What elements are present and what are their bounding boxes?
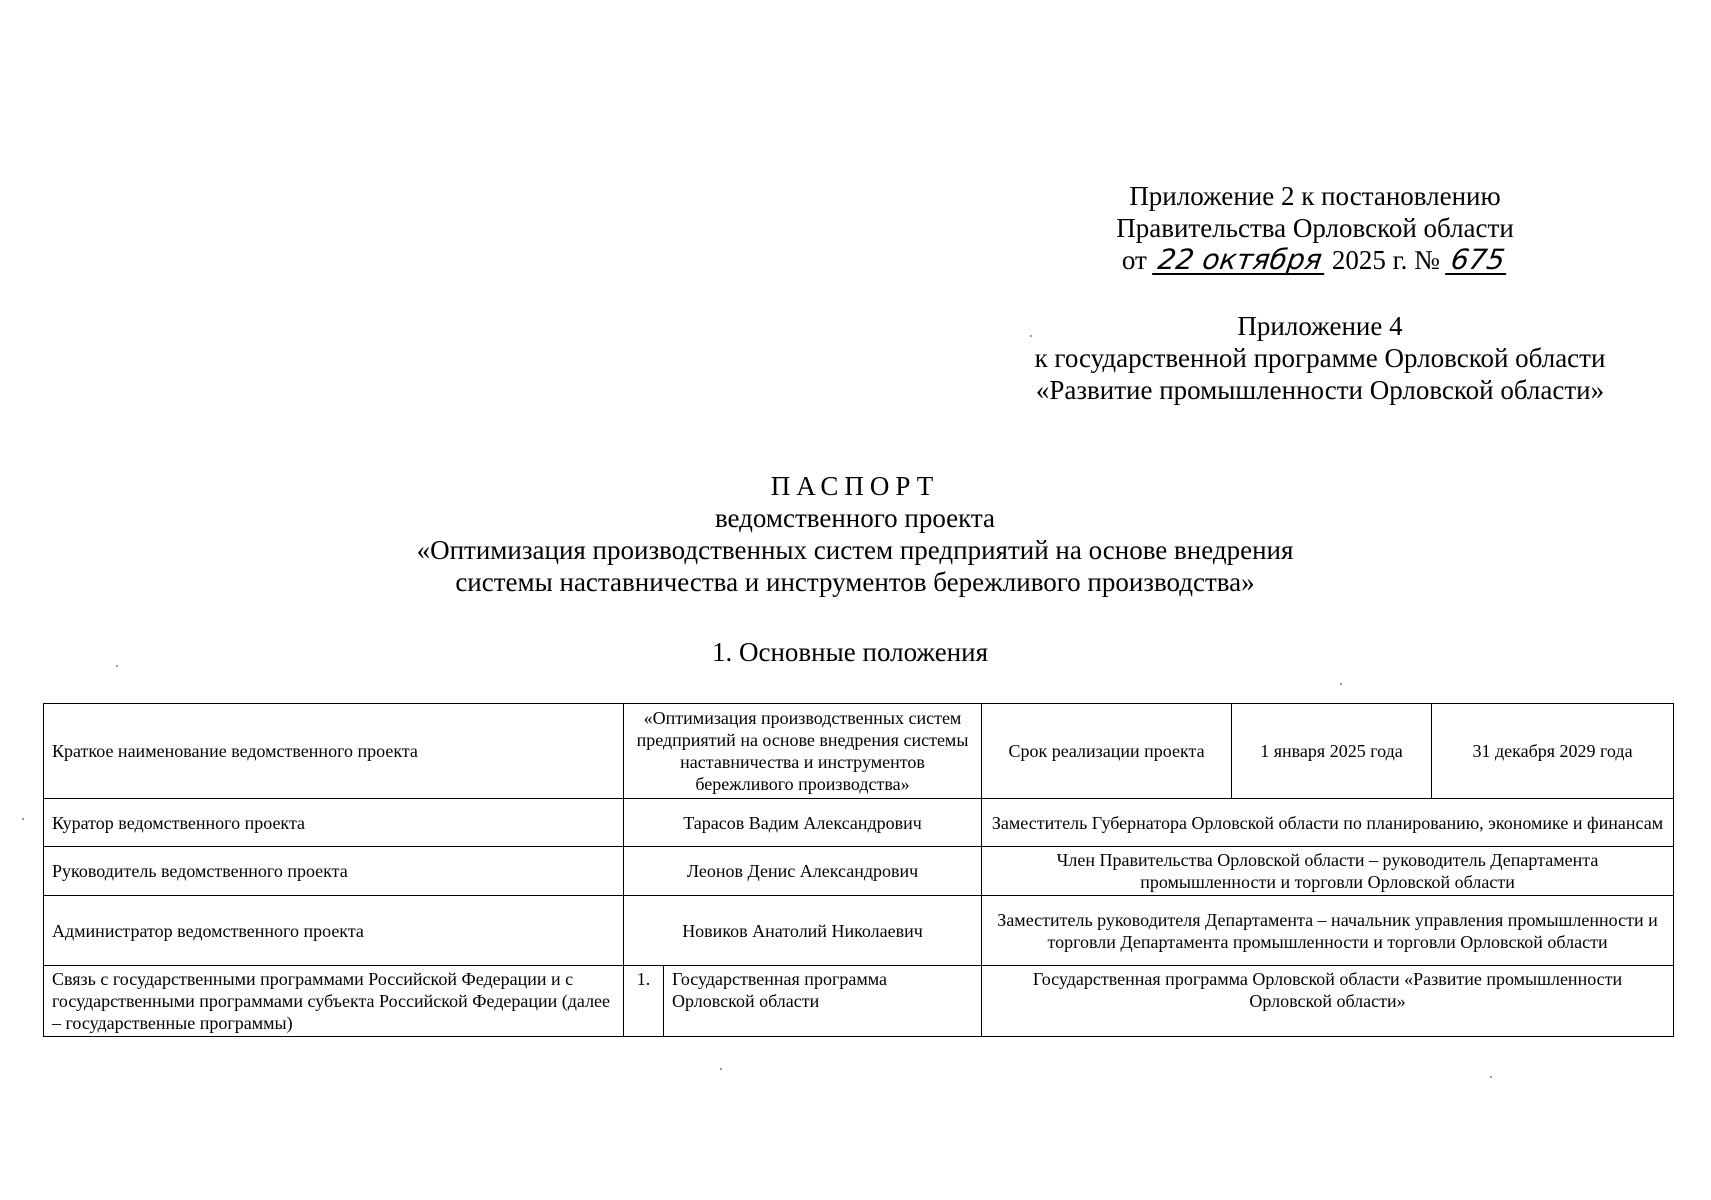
appendix-2-header [1090, 180, 1540, 276]
table-row [44, 799, 1674, 847]
scan-speck [22, 818, 24, 820]
appendix-4-line3: «Развитие промышленности Орловской области» [1035, 375, 1605, 405]
main-provisions-table [43, 703, 1674, 1037]
appendix-4-header [980, 310, 1660, 406]
appendix-2-line2: Правительства Орловской области [1116, 213, 1514, 243]
curator-name: Тарасов Вадим Александрович [624, 799, 982, 847]
table-row [44, 847, 1674, 896]
handwritten-number: 675 [1445, 247, 1510, 275]
row-label: Куратор ведомственного проекта [44, 799, 624, 847]
start-date: 1 января 2025 года [1232, 704, 1432, 799]
administrator-name: Новиков Анатолий Николаевич [624, 896, 982, 966]
head-name: Леонов Денис Александрович [624, 847, 982, 896]
project-name-line2: системы наставничества и инструментов бережливого производства» [455, 567, 1255, 597]
scan-speck [1490, 1076, 1492, 1078]
handwritten-date: 22 октября [1152, 247, 1328, 275]
period-label: Срок реализации проекта [982, 704, 1232, 799]
appendix-4-line1: Приложение 4 [1237, 311, 1403, 341]
row-number: 1. [624, 966, 664, 1037]
scan-speck [116, 665, 118, 667]
scan-speck [1030, 335, 1032, 337]
appendix-2-line1: Приложение 2 к постановлению [1129, 181, 1501, 211]
appendix-4-line2: к государственной программе Орловской области [1034, 343, 1606, 373]
end-date: 31 декабря 2029 года [1432, 704, 1674, 799]
passport-title: ПАСПОРТ [770, 471, 940, 501]
date-prefix: от [1121, 245, 1147, 275]
appendix-2-date-line [1090, 244, 1540, 276]
row-label: Администратор ведомственного проекта [44, 896, 624, 966]
passport-subtitle: ведомственного проекта [714, 503, 996, 533]
row-label: Краткое наименование ведомственного проекта [44, 704, 624, 799]
table-row [44, 896, 1674, 966]
scan-speck [1340, 683, 1342, 685]
passport-heading [280, 470, 1430, 598]
project-short-name: «Оптимизация производственных систем предприятий на основе внедрения системы наставничества и инструментов бережливого производства» [624, 704, 982, 799]
date-year: 2025 г. № [1331, 245, 1440, 275]
table-row [44, 966, 1674, 1037]
row-label: Руководитель ведомственного проекта [44, 847, 624, 896]
section-heading: 1. Основные положения [712, 637, 988, 667]
program-name: Государственная программа Орловской области «Развитие промышленности Орловской области» [982, 966, 1674, 1037]
table-row [44, 704, 1674, 799]
row-label: Связь с государственными программами Российской Федерации и с государственными программами субъекта Российской Федерации (далее – государственные программы) [44, 966, 624, 1037]
administrator-position: Заместитель руководителя Департамента – начальник управления промышленности и торговли Департамента промышленности и торговли Орловской области [982, 896, 1674, 966]
curator-position: Заместитель Губернатора Орловской области по планированию, экономике и финансам [982, 799, 1674, 847]
scan-speck [720, 1068, 722, 1070]
program-type: Государственная программа Орловской области [664, 966, 982, 1037]
head-position: Член Правительства Орловской области – руководитель Департамента промышленности и торговли Орловской области [982, 847, 1674, 896]
project-name-line1: «Оптимизация производственных систем предприятий на основе внедрения [416, 535, 1294, 565]
